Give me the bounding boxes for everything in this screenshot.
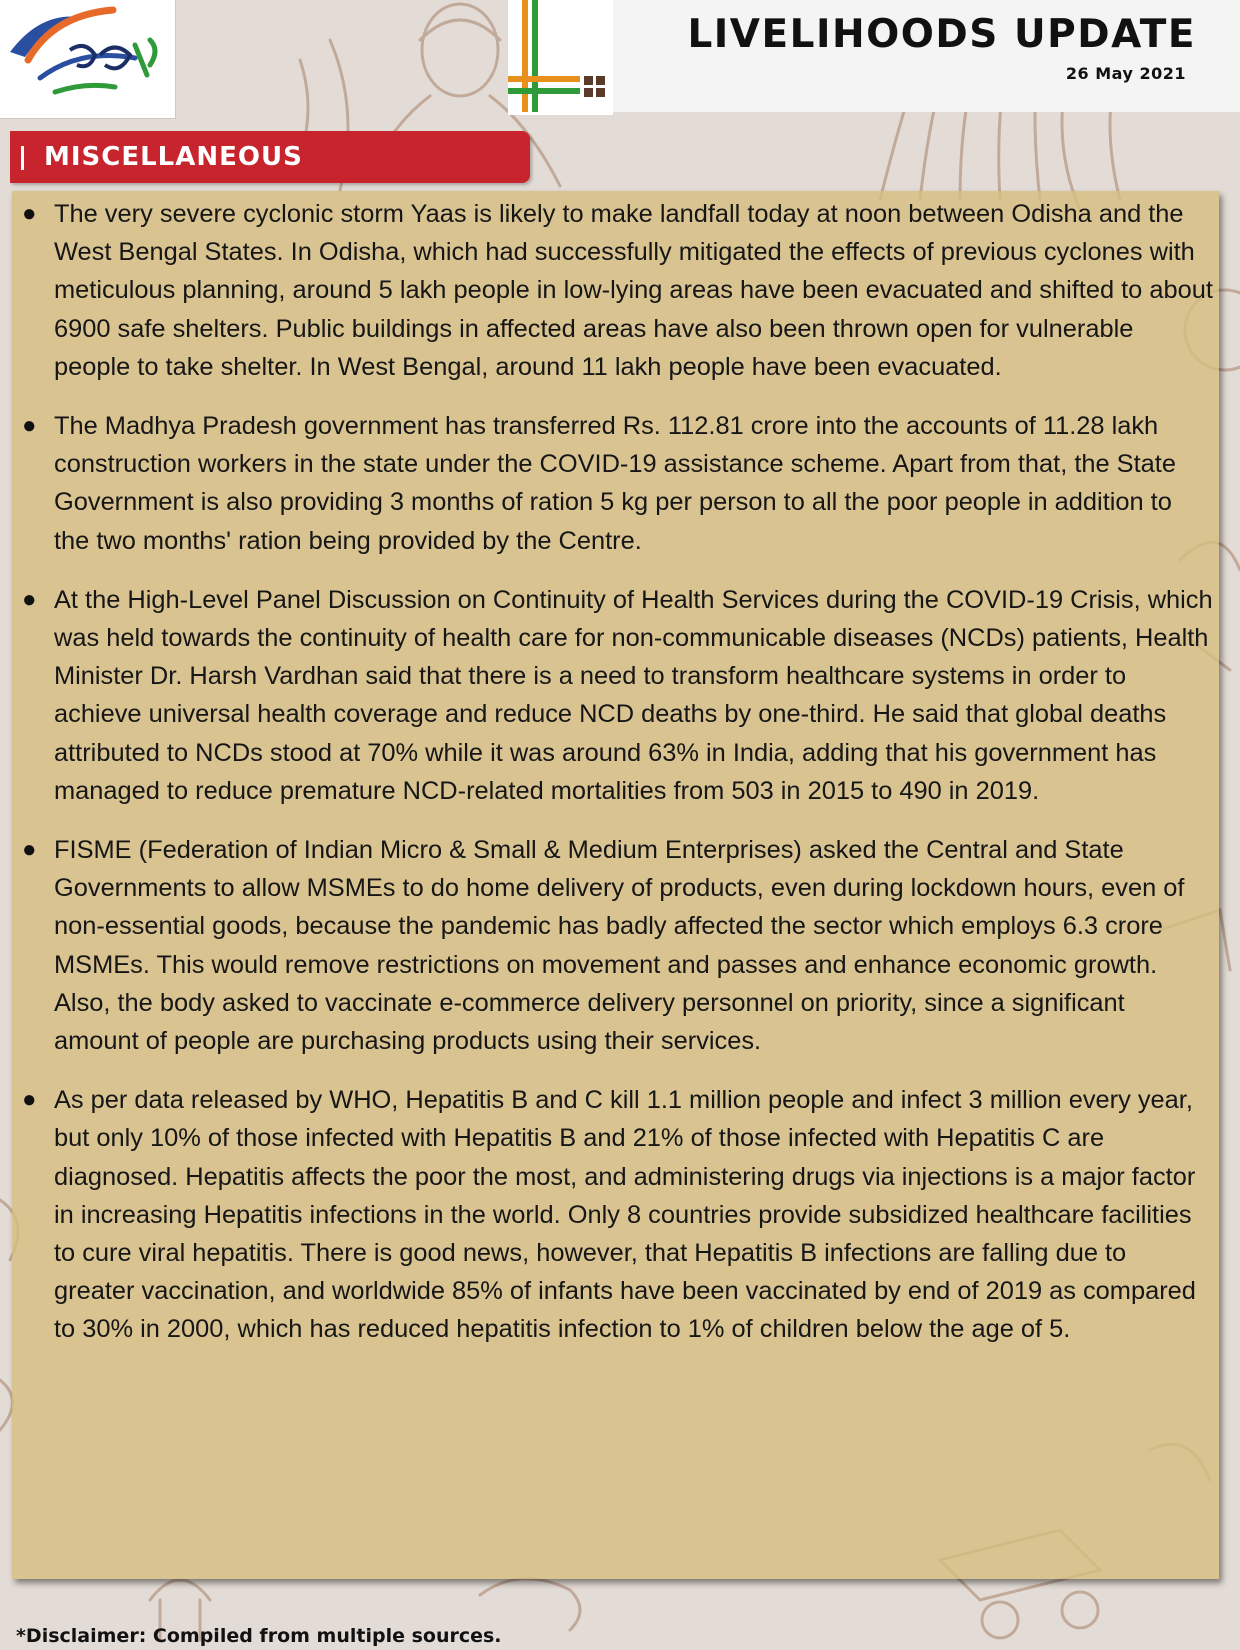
bullet-icon: ● bbox=[22, 836, 37, 864]
news-item bbox=[12, 831, 1217, 1060]
news-item bbox=[12, 195, 1217, 386]
news-item-text: At the High-Level Panel Discussion on Continuity of Health Services during the COVID-19 Crisis, which was held towards the continuity of health care for non-communicable diseases (NCDs) patients, Health Minister Dr. Harsh Vardhan said that there is a need to transform healthcare systems in order to achieve universal health coverage and reduce NCD deaths by one-third. He said that global deaths attributed to NCDs stood at 70% while it was around 63% in India, adding that his government has managed to reduce premature NCD-related mortalities from 503 in 2015 to 490 in 2019. bbox=[54, 585, 1213, 805]
news-item-text: The very severe cyclonic storm Yaas is likely to make landfall today at noon between Odisha and the West Bengal States. In Odisha, which had successfully mitigated the effects of previous cyclones with meticulous planning, around 5 lakh people in low-lying areas have been evacuated and shifted to about 6900 safe shelters. Public buildings in affected areas have also been thrown open for vulnerable people to take shelter. In West Bengal, around 11 lakh people have been evacuated. bbox=[54, 200, 1213, 381]
news-item-text: The Madhya Pradesh government has transferred Rs. 112.81 crore into the accounts of 11.28 lakh construction workers in the state under the COVID-19 assistance scheme. Apart from that, the State Government is also providing 3 months of ration 5 kg per person to all the poor people in addition to the two months' ration being provided by the Centre. bbox=[54, 412, 1176, 555]
news-item-text: FISME (Federation of Indian Micro & Small & Medium Enterprises) asked the Central and State Governments to allow MSMEs to do home delivery of products, even during lockdown hours, even of non-essential goods, because the pandemic has badly affected the sector which employs 6.3 crore MSMEs. This would remove restrictions on movement and passes and enhance economic growth. Also, the body asked to vaccinate e-commerce delivery personnel on priority, since a significant amount of people are purchasing products using their services. bbox=[54, 836, 1185, 1056]
section-title: MISCELLANEOUS bbox=[44, 142, 303, 172]
news-list bbox=[12, 195, 1217, 1370]
news-item-text: As per data released by WHO, Hepatitis B and C kill 1.1 million people and infect 3 million every year, but only 10% of those infected with Hepatitis B and 21% of those infected with Hepatitis C are diagnosed. Hepatitis affects the poor the most, and administering drugs via injections is a major factor in increasing Hepatitis infections in the world. Only 8 countries provide subsidized healthcare facilities to cure viral hepatitis. There is good news, however, that Hepatitis B infections are falling due to greater vaccination, and worldwide 85% of infants have been vaccinated by end of 2019 as compared to 30% in 2000, which has reduced hepatitis infection to 1% of children below the age of 5. bbox=[54, 1086, 1196, 1344]
page-title: LIVELIHOODS UPDATE bbox=[687, 12, 1196, 57]
akshara-logo-icon bbox=[0, 0, 175, 118]
news-item bbox=[12, 407, 1217, 560]
bullet-icon: ● bbox=[22, 585, 37, 613]
disclaimer: *Disclaimer: Compiled from multiple sources. bbox=[16, 1625, 502, 1647]
tricolor-grid-icon bbox=[508, 0, 613, 115]
news-item bbox=[12, 581, 1217, 810]
news-item bbox=[12, 1081, 1217, 1348]
bullet-icon: ● bbox=[22, 200, 37, 227]
bullet-icon: ● bbox=[22, 1086, 37, 1114]
issue-date: 26 May 2021 bbox=[1065, 64, 1186, 83]
logo bbox=[0, 0, 176, 119]
section-divider bbox=[21, 146, 24, 170]
section-header bbox=[10, 131, 530, 183]
bullet-icon: ● bbox=[22, 412, 37, 440]
